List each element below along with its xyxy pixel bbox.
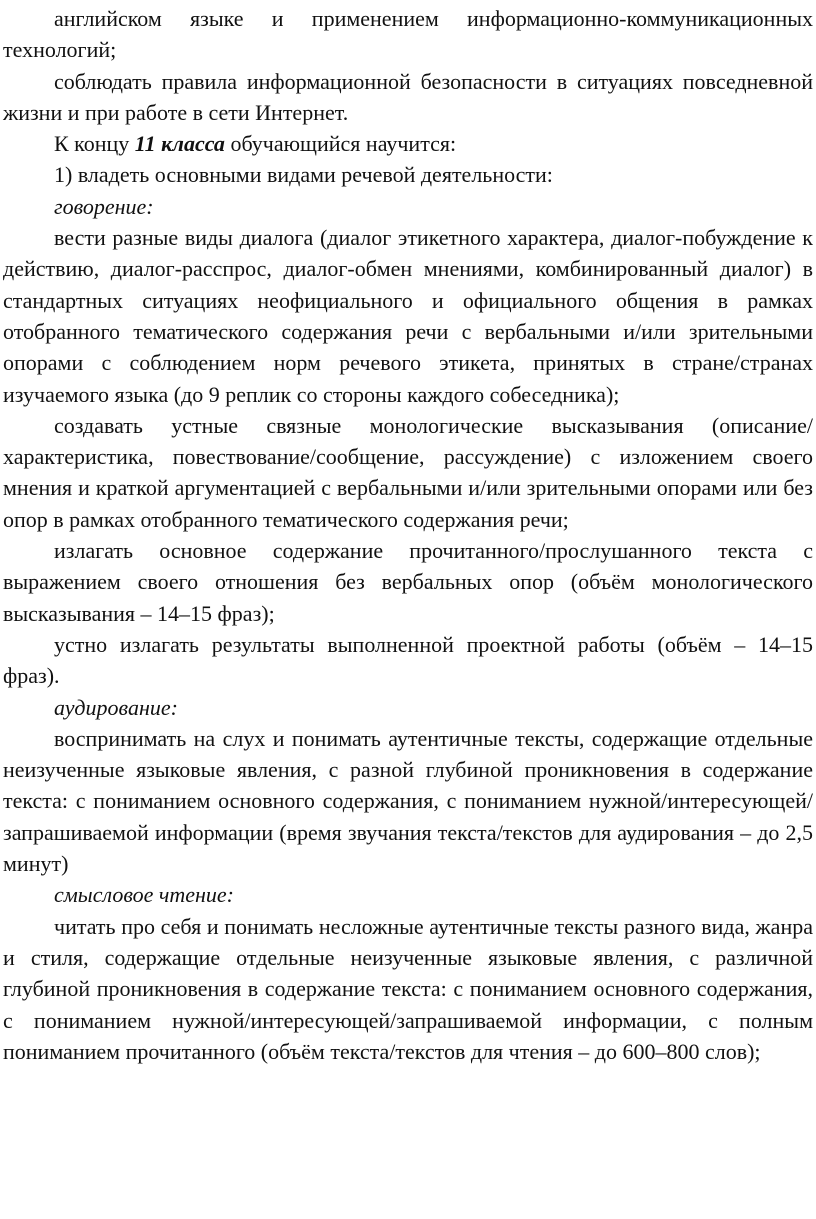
grade-intro-text: К концу: [54, 131, 135, 157]
paragraph-speech-activity: 1) владеть основными видами речевой деятельности:: [54, 162, 553, 188]
grade-outro-text: обучающийся научится:: [224, 131, 457, 157]
subheading-reading: смысловое чтение:: [54, 882, 235, 908]
paragraph-info-security: соблюдать правила информационной безопасности в ситуациях повседневной жизни и при работе в сети Интернет.: [3, 68, 813, 125]
subheading-listening: аудирование:: [54, 694, 178, 720]
paragraph-listening: воспринимать на слух и понимать аутентичные тексты, содержащие отдельные неизученные языковые явления, с разной глубиной проникновения в содержание текста: с пониманием основного содержания, с пониманием нужной/интересующей/запрашиваемой информации (время звучания текста/текстов для аудирования – до 2,5 минут): [3, 725, 813, 877]
grade-label: 11 класса: [134, 131, 225, 157]
paragraph-grade-11: [3, 128, 813, 159]
paragraph-monologue: создавать устные связные монологические высказывания (описание/характеристика, повествование/сообщение, рассуждение) с изложением своего мнения и краткой аргументацией с вербальными и/или зрительными опорами или без опор в рамках отобранного тематического содержания речи;: [3, 412, 813, 532]
subheading-speaking: говорение:: [54, 193, 154, 219]
document-page: [3, 3, 813, 1067]
paragraph-retelling: излагать основное содержание прочитанного/прослушанного текста с выражением своего отношения без вербальных опор (объём монологического высказывания – 14–15 фраз);: [3, 538, 813, 626]
paragraph-project: устно излагать результаты выполненной проектной работы (объём – 14–15 фраз).: [3, 631, 813, 689]
paragraph-ict: английском языке и применением информационно-коммуникационных технологий;: [3, 6, 813, 63]
paragraph-reading: читать про себя и понимать несложные аутентичные тексты разного вида, жанра и стиля, содержащие отдельные неизученные языковые явления, с различной глубиной проникновения в содержание текста: с пониманием основного содержания, с пониманием нужной/интересующей/запрашиваемой информации, с полным пониманием прочитанного (объём текста/текстов для чтения – до 600–800 слов);: [3, 913, 813, 1064]
paragraph-dialogue: вести разные виды диалога (диалог этикетного характера, диалог-побуждение к действию, диалог-расспрос, диалог-обмен мнениями, комбинированный диалог) в стандартных ситуациях неофициального и официального общения в рамках отобранного тематического содержания речи с вербальными и/или зрительными опорами с соблюдением норм речевого этикета, принятых в стране/странах изучаемого языка (до 9 реплик со стороны каждого собеседника);: [3, 225, 813, 407]
